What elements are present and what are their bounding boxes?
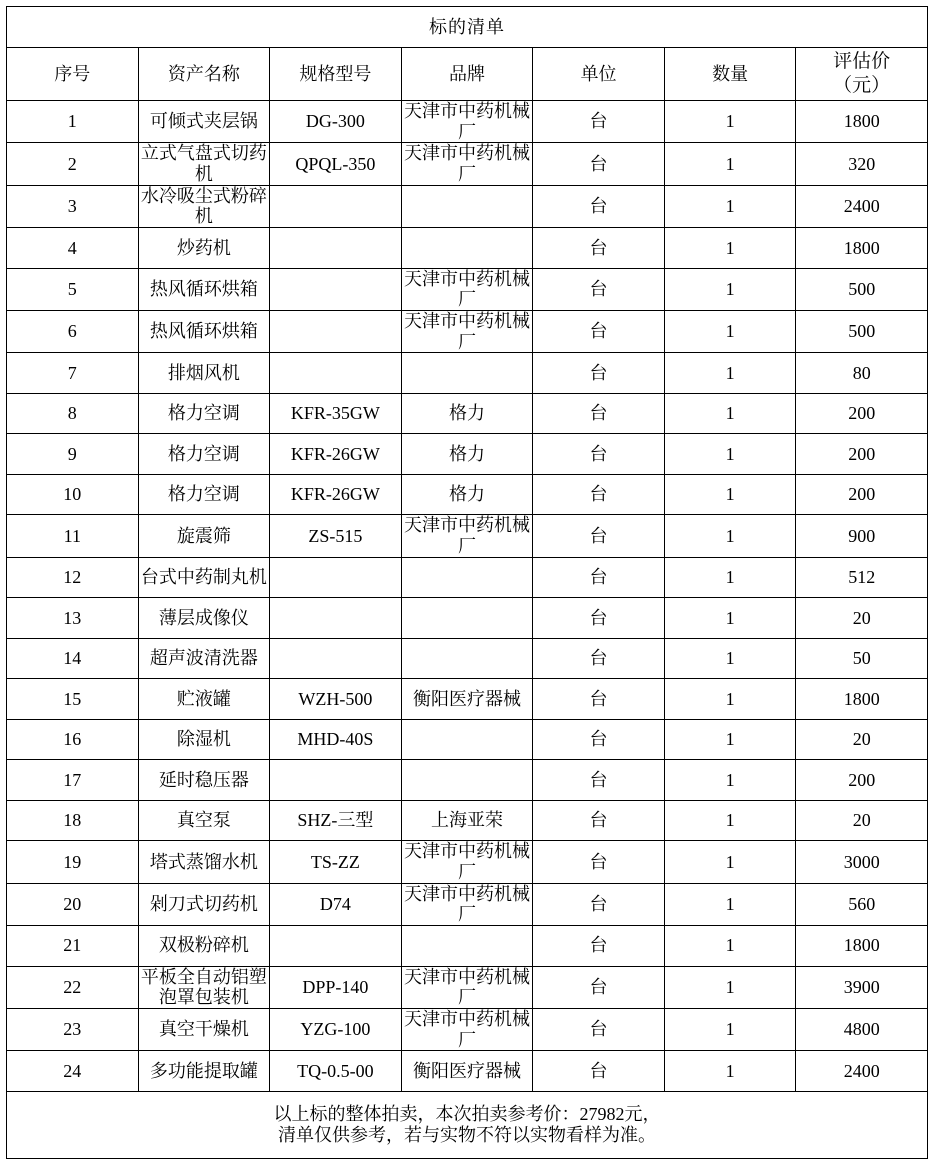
cell-brand: 格力 <box>401 434 533 475</box>
cell-price: 80 <box>796 353 928 394</box>
cell-unit: 台 <box>533 1051 665 1092</box>
cell-price: 200 <box>796 393 928 434</box>
cell-spec <box>270 268 402 310</box>
cell-index: 22 <box>7 966 139 1008</box>
cell-asset-name: 延时稳压器 <box>138 760 270 801</box>
column-header-asset-name: 资产名称 <box>138 48 270 101</box>
cell-index: 2 <box>7 143 139 185</box>
cell-unit: 台 <box>533 143 665 185</box>
cell-price: 560 <box>796 883 928 925</box>
cell-spec: KFR-26GW <box>270 474 402 515</box>
cell-unit: 台 <box>533 679 665 720</box>
cell-asset-name: 塔式蒸馏水机 <box>138 841 270 883</box>
table-row <box>7 598 928 639</box>
cell-spec <box>270 185 402 227</box>
cell-asset-name: 格力空调 <box>138 393 270 434</box>
cell-quantity: 1 <box>664 926 796 967</box>
cell-asset-name: 旋震筛 <box>138 515 270 557</box>
table-row <box>7 228 928 269</box>
table-row <box>7 557 928 598</box>
cell-index: 1 <box>7 101 139 143</box>
cell-brand: 天津市中药机械厂 <box>401 515 533 557</box>
cell-quantity: 1 <box>664 841 796 883</box>
cell-unit: 台 <box>533 185 665 227</box>
table-row <box>7 353 928 394</box>
cell-spec <box>270 311 402 353</box>
cell-quantity: 1 <box>664 311 796 353</box>
cell-brand <box>401 557 533 598</box>
cell-asset-name: 贮液罐 <box>138 679 270 720</box>
table-row <box>7 638 928 679</box>
title-row <box>7 7 928 48</box>
cell-brand: 上海亚荣 <box>401 800 533 841</box>
cell-asset-name: 双极粉碎机 <box>138 926 270 967</box>
cell-spec <box>270 228 402 269</box>
cell-price: 512 <box>796 557 928 598</box>
cell-price: 3900 <box>796 966 928 1008</box>
cell-asset-name: 格力空调 <box>138 434 270 475</box>
cell-quantity: 1 <box>664 353 796 394</box>
column-header-unit: 单位 <box>533 48 665 101</box>
cell-brand: 天津市中药机械厂 <box>401 841 533 883</box>
cell-unit: 台 <box>533 515 665 557</box>
cell-index: 5 <box>7 268 139 310</box>
cell-quantity: 1 <box>664 185 796 227</box>
cell-quantity: 1 <box>664 800 796 841</box>
cell-brand: 衡阳医疗器械 <box>401 679 533 720</box>
table-row <box>7 719 928 760</box>
cell-brand <box>401 926 533 967</box>
cell-spec: KFR-26GW <box>270 434 402 475</box>
cell-spec: TQ-0.5-00 <box>270 1051 402 1092</box>
cell-brand <box>401 185 533 227</box>
cell-index: 6 <box>7 311 139 353</box>
table-row <box>7 143 928 185</box>
cell-index: 21 <box>7 926 139 967</box>
cell-brand: 天津市中药机械厂 <box>401 268 533 310</box>
cell-quantity: 1 <box>664 719 796 760</box>
cell-index: 17 <box>7 760 139 801</box>
cell-brand: 格力 <box>401 393 533 434</box>
table-row <box>7 101 928 143</box>
cell-asset-name: 真空干燥机 <box>138 1008 270 1050</box>
cell-quantity: 1 <box>664 515 796 557</box>
cell-asset-name: 除湿机 <box>138 719 270 760</box>
column-header-spec-model: 规格型号 <box>270 48 402 101</box>
cell-brand <box>401 353 533 394</box>
cell-asset-name: 剁刀式切药机 <box>138 883 270 925</box>
cell-index: 11 <box>7 515 139 557</box>
cell-spec <box>270 926 402 967</box>
cell-brand <box>401 228 533 269</box>
cell-index: 19 <box>7 841 139 883</box>
cell-price: 20 <box>796 719 928 760</box>
cell-quantity: 1 <box>664 434 796 475</box>
cell-asset-name: 可倾式夹层锅 <box>138 101 270 143</box>
cell-index: 10 <box>7 474 139 515</box>
table-row <box>7 883 928 925</box>
cell-spec: MHD-40S <box>270 719 402 760</box>
cell-unit: 台 <box>533 883 665 925</box>
cell-unit: 台 <box>533 101 665 143</box>
cell-price: 50 <box>796 638 928 679</box>
cell-spec: ZS-515 <box>270 515 402 557</box>
cell-quantity: 1 <box>664 966 796 1008</box>
cell-brand <box>401 598 533 639</box>
cell-spec <box>270 760 402 801</box>
footer-line-2: 清单仅供参考，若与实物不符以实物看样为准。 <box>278 1124 656 1145</box>
cell-index: 8 <box>7 393 139 434</box>
cell-asset-name: 薄层成像仪 <box>138 598 270 639</box>
column-header-quantity: 数量 <box>664 48 796 101</box>
table-row <box>7 966 928 1008</box>
cell-unit: 台 <box>533 228 665 269</box>
cell-asset-name: 超声波清洗器 <box>138 638 270 679</box>
cell-index: 23 <box>7 1008 139 1050</box>
cell-price: 1800 <box>796 101 928 143</box>
table-row <box>7 841 928 883</box>
cell-price: 200 <box>796 760 928 801</box>
cell-unit: 台 <box>533 841 665 883</box>
cell-index: 20 <box>7 883 139 925</box>
cell-spec: TS-ZZ <box>270 841 402 883</box>
cell-price: 2400 <box>796 1051 928 1092</box>
cell-index: 4 <box>7 228 139 269</box>
cell-quantity: 1 <box>664 1051 796 1092</box>
cell-price: 200 <box>796 434 928 475</box>
cell-quantity: 1 <box>664 474 796 515</box>
cell-brand: 天津市中药机械厂 <box>401 101 533 143</box>
cell-brand: 天津市中药机械厂 <box>401 966 533 1008</box>
cell-quantity: 1 <box>664 557 796 598</box>
cell-quantity: 1 <box>664 393 796 434</box>
cell-quantity: 1 <box>664 598 796 639</box>
cell-unit: 台 <box>533 311 665 353</box>
column-header-price-line1: 评估价 <box>833 51 891 73</box>
cell-asset-name: 格力空调 <box>138 474 270 515</box>
cell-asset-name: 排烟风机 <box>138 353 270 394</box>
column-header-price-line2: （元） <box>833 75 891 96</box>
cell-quantity: 1 <box>664 101 796 143</box>
cell-price: 200 <box>796 474 928 515</box>
cell-asset-name: 热风循环烘箱 <box>138 311 270 353</box>
cell-quantity: 1 <box>664 760 796 801</box>
table-row <box>7 800 928 841</box>
cell-spec <box>270 598 402 639</box>
cell-unit: 台 <box>533 434 665 475</box>
cell-brand <box>401 719 533 760</box>
cell-index: 24 <box>7 1051 139 1092</box>
table-row <box>7 393 928 434</box>
cell-asset-name: 水冷吸尘式粉碎机 <box>138 185 270 227</box>
cell-asset-name: 台式中药制丸机 <box>138 557 270 598</box>
cell-price: 320 <box>796 143 928 185</box>
cell-price: 1800 <box>796 926 928 967</box>
cell-price: 4800 <box>796 1008 928 1050</box>
cell-index: 12 <box>7 557 139 598</box>
footer-row <box>7 1091 928 1158</box>
cell-spec <box>270 353 402 394</box>
cell-brand: 天津市中药机械厂 <box>401 311 533 353</box>
table-row <box>7 311 928 353</box>
cell-price: 500 <box>796 311 928 353</box>
cell-asset-name: 平板全自动铝塑泡罩包装机 <box>138 966 270 1008</box>
cell-unit: 台 <box>533 1008 665 1050</box>
cell-brand: 衡阳医疗器械 <box>401 1051 533 1092</box>
cell-spec <box>270 638 402 679</box>
cell-index: 15 <box>7 679 139 720</box>
cell-brand <box>401 760 533 801</box>
cell-index: 13 <box>7 598 139 639</box>
cell-unit: 台 <box>533 638 665 679</box>
cell-brand: 天津市中药机械厂 <box>401 1008 533 1050</box>
cell-asset-name: 热风循环烘箱 <box>138 268 270 310</box>
cell-spec: SHZ-三型 <box>270 800 402 841</box>
cell-unit: 台 <box>533 719 665 760</box>
cell-spec: D74 <box>270 883 402 925</box>
table-row <box>7 474 928 515</box>
cell-price: 900 <box>796 515 928 557</box>
cell-asset-name: 炒药机 <box>138 228 270 269</box>
cell-asset-name: 立式气盘式切药机 <box>138 143 270 185</box>
cell-quantity: 1 <box>664 638 796 679</box>
cell-quantity: 1 <box>664 268 796 310</box>
cell-index: 3 <box>7 185 139 227</box>
cell-brand: 天津市中药机械厂 <box>401 143 533 185</box>
cell-quantity: 1 <box>664 883 796 925</box>
cell-index: 18 <box>7 800 139 841</box>
table-row <box>7 760 928 801</box>
table-row <box>7 185 928 227</box>
cell-quantity: 1 <box>664 1008 796 1050</box>
table-header-row <box>7 48 928 101</box>
cell-index: 14 <box>7 638 139 679</box>
cell-price: 3000 <box>796 841 928 883</box>
footer-note <box>7 1091 928 1158</box>
cell-index: 16 <box>7 719 139 760</box>
cell-spec: YZG-100 <box>270 1008 402 1050</box>
cell-unit: 台 <box>533 800 665 841</box>
table-row <box>7 515 928 557</box>
column-header-brand: 品牌 <box>401 48 533 101</box>
cell-unit: 台 <box>533 966 665 1008</box>
cell-unit: 台 <box>533 353 665 394</box>
cell-spec: KFR-35GW <box>270 393 402 434</box>
table-row <box>7 926 928 967</box>
cell-spec: DPP-140 <box>270 966 402 1008</box>
table-row <box>7 434 928 475</box>
cell-brand <box>401 638 533 679</box>
cell-price: 20 <box>796 598 928 639</box>
cell-quantity: 1 <box>664 143 796 185</box>
cell-spec <box>270 557 402 598</box>
table-row <box>7 268 928 310</box>
cell-brand: 格力 <box>401 474 533 515</box>
table-body <box>7 7 928 1159</box>
cell-price: 500 <box>796 268 928 310</box>
cell-quantity: 1 <box>664 679 796 720</box>
cell-unit: 台 <box>533 268 665 310</box>
cell-unit: 台 <box>533 557 665 598</box>
cell-price: 1800 <box>796 679 928 720</box>
cell-price: 2400 <box>796 185 928 227</box>
cell-quantity: 1 <box>664 228 796 269</box>
cell-price: 20 <box>796 800 928 841</box>
cell-spec: DG-300 <box>270 101 402 143</box>
cell-asset-name: 真空泵 <box>138 800 270 841</box>
footer-line-1: 以上标的整体拍卖，本次拍卖参考价：27982元， <box>273 1104 661 1125</box>
cell-unit: 台 <box>533 760 665 801</box>
asset-inventory-table <box>6 6 928 1159</box>
cell-index: 7 <box>7 353 139 394</box>
cell-asset-name: 多功能提取罐 <box>138 1051 270 1092</box>
cell-brand: 天津市中药机械厂 <box>401 883 533 925</box>
cell-unit: 台 <box>533 474 665 515</box>
cell-unit: 台 <box>533 598 665 639</box>
table-row <box>7 1008 928 1050</box>
cell-price: 1800 <box>796 228 928 269</box>
cell-spec: QPQL-350 <box>270 143 402 185</box>
column-header-index: 序号 <box>7 48 139 101</box>
cell-spec: WZH-500 <box>270 679 402 720</box>
cell-unit: 台 <box>533 926 665 967</box>
cell-index: 9 <box>7 434 139 475</box>
table-row <box>7 679 928 720</box>
page-title: 标的清单 <box>7 7 928 48</box>
cell-unit: 台 <box>533 393 665 434</box>
table-row <box>7 1051 928 1092</box>
column-header-price <box>796 48 928 101</box>
